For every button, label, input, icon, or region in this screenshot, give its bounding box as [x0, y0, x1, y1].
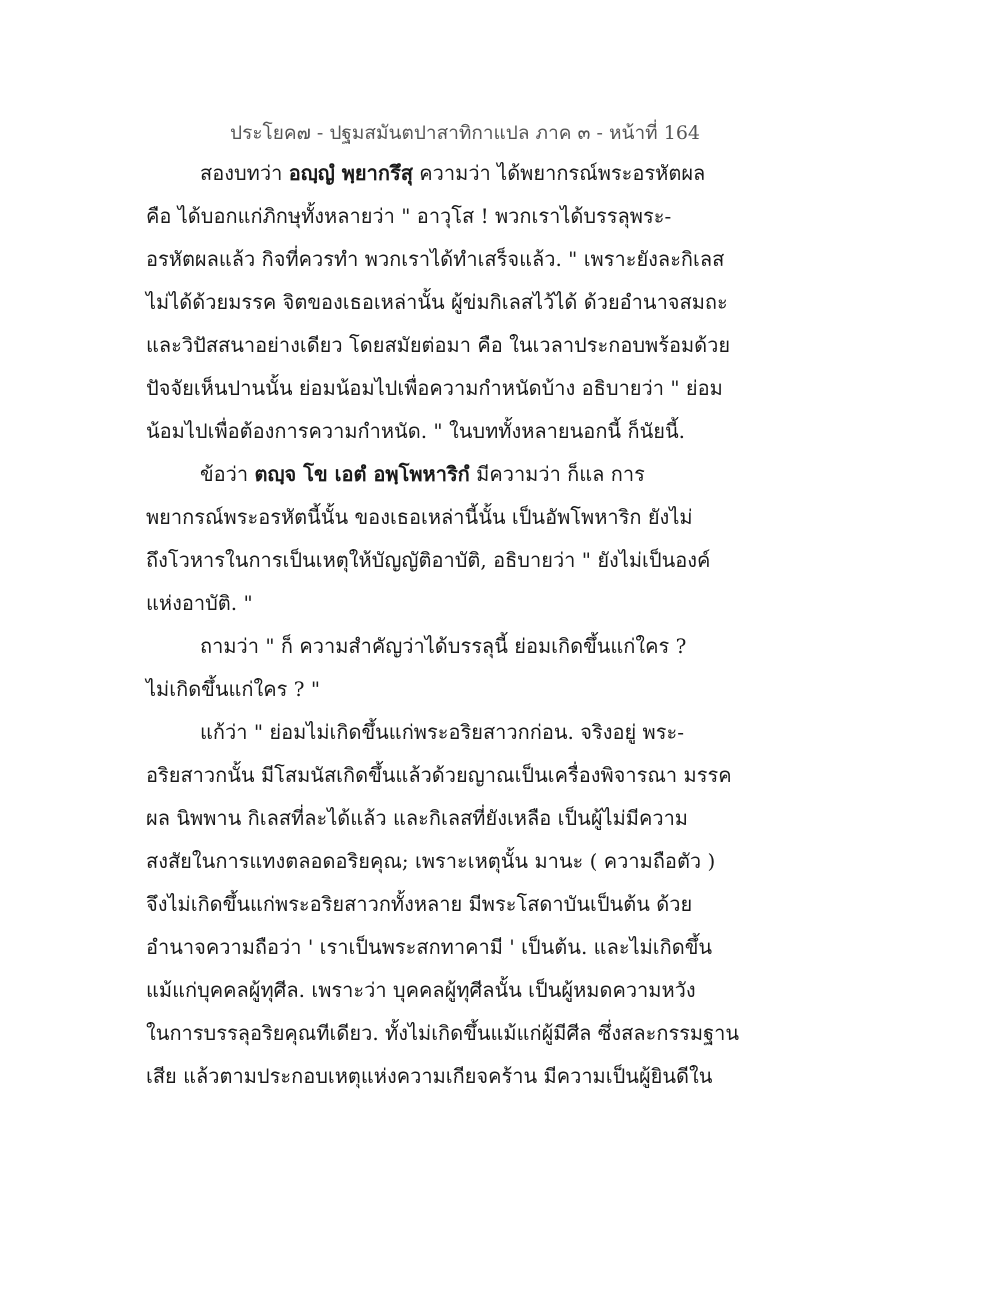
- text-line: [146, 195, 706, 238]
- text-segment: ไม่เกิดขึ้นแก่ใคร ? ": [146, 677, 321, 701]
- text-segment: สงสัยในการแทงตลอดอริยคุณ; เพราะเหตุนั้น มานะ ( ความถือตัว ): [146, 849, 716, 873]
- text-segment: ข้อว่า: [200, 462, 255, 486]
- running-header: ประโยค๗ - ปฐมสมันตปาสาทิกาแปล ภาค ๓ - หน้าที่ 164: [230, 122, 700, 144]
- text-segment: อำนาจความถือว่า ' เราเป็นพระสกทาคามี ' เป็นต้น. และไม่เกิดขึ้น: [146, 935, 713, 959]
- text-line: [146, 883, 706, 926]
- text-segment: จึงไม่เกิดขึ้นแก่พระอริยสาวกทั้งหลาย มีพระโสดาบันเป็นต้น ด้วย: [146, 892, 693, 916]
- text-segment: แก้ว่า " ย่อมไม่เกิดขึ้นแก่พระอริยสาวกก่อน. จริงอยู่ พระ-: [200, 720, 684, 744]
- text-line: [146, 1012, 740, 1055]
- text-segment: เสีย แล้วตามประกอบเหตุแห่งความเกียจคร้าน มีความเป็นผู้ยินดีใน: [146, 1064, 713, 1088]
- text-segment: ผล นิพพาน กิเลสที่ละได้แล้ว และกิเลสที่ยังเหลือ เป็นผู้ไม่มีความ: [146, 806, 688, 830]
- text-line: [146, 625, 706, 668]
- text-line: [146, 711, 706, 754]
- text-segment: คือ ได้บอกแก่ภิกษุทั้งหลายว่า " อาวุโส ! พวกเราได้บรรลุพระ-: [146, 204, 672, 228]
- text-segment: มีความว่า ก็แล การ: [469, 462, 645, 486]
- text-line: [146, 367, 723, 410]
- text-segment: ไม่ได้ด้วยมรรค จิตของเธอเหล่านั้น ผู้ข่มกิเลสไว้ได้ ด้วยอำนาจสมถะ: [146, 290, 728, 314]
- text-line: [146, 969, 706, 1012]
- body-text: [146, 152, 740, 1098]
- pali-term: อญฺญํ พฺยากรึสุ: [288, 161, 413, 185]
- text-line: [146, 797, 706, 840]
- text-segment: อริยสาวกนั้น มีโสมนัสเกิดขึ้นแล้วด้วยญาณเป็นเครื่องพิจารณา มรรค: [146, 763, 732, 787]
- text-segment: น้อมไปเพื่อต้องการความกำหนัด. " ในบททั้งหลายนอกนี้ ก็นัยนี้.: [146, 419, 685, 443]
- text-line: [146, 281, 728, 324]
- text-line: [146, 324, 731, 367]
- text-line: [146, 410, 706, 453]
- pali-term: ตญฺจ โข เอตํ อพฺโพหาริกํ: [254, 462, 470, 486]
- text-line: [146, 152, 706, 195]
- text-segment: และวิปัสสนาอย่างเดียว โดยสมัยต่อมา คือ ในเวลาประกอบพร้อมด้วย: [146, 333, 731, 357]
- text-segment: สองบทว่า: [200, 161, 289, 185]
- text-line: [146, 238, 725, 281]
- text-segment: พยากรณ์พระอรหัตนี้นั้น ของเธอเหล่านี้นั้น เป็นอัพโพหาริก ยังไม่: [146, 505, 693, 529]
- text-segment: ในการบรรลุอริยคุณทีเดียว. ทั้งไม่เกิดขึ้นแม้แก่ผู้มีศีล ซึ่งสละกรรมฐาน: [146, 1021, 740, 1045]
- text-line: [146, 453, 706, 496]
- text-segment: ถึงโวหารในการเป็นเหตุให้บัญญัติอาบัติ, อธิบายว่า " ยังไม่เป็นองค์: [146, 548, 711, 572]
- text-line: [146, 1055, 713, 1098]
- text-line: [146, 539, 711, 582]
- text-segment: ความว่า ได้พยากรณ์พระอรหัตผล: [412, 161, 706, 185]
- text-line: [146, 926, 713, 969]
- text-segment: อรหัตผลแล้ว กิจที่ควรทำ พวกเราได้ทำเสร็จแล้ว. " เพราะยังละกิเลส: [146, 247, 725, 271]
- text-line: [146, 496, 706, 539]
- text-line: [146, 668, 706, 711]
- text-segment: แม้แก่บุคคลผู้ทุศีล. เพราะว่า บุคคลผู้ทุศีลนั้น เป็นผู้หมดความหวัง: [146, 978, 696, 1002]
- text-segment: ปัจจัยเห็นปานนั้น ย่อมน้อมไปเพื่อความกำหนัดบ้าง อธิบายว่า " ย่อม: [146, 376, 723, 400]
- text-line: [146, 582, 706, 625]
- text-line: [146, 754, 732, 797]
- text-segment: ถามว่า " ก็ ความสำคัญว่าได้บรรลุนี้ ย่อมเกิดขึ้นแก่ใคร ?: [200, 634, 687, 658]
- text-segment: แห่งอาบัติ. ": [146, 591, 253, 615]
- text-line: [146, 840, 716, 883]
